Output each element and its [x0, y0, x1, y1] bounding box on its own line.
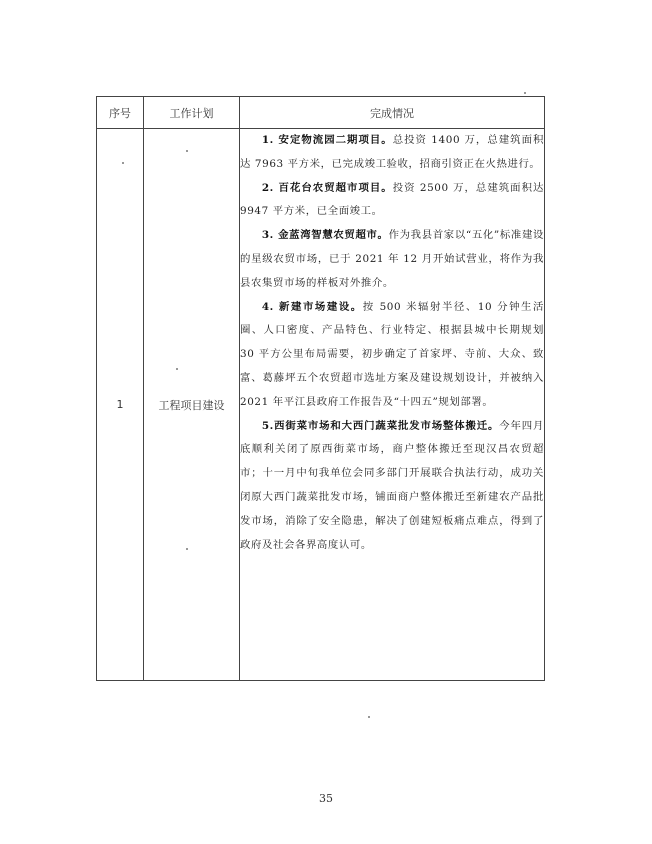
item-title: 5.西街菜市场和大西门蔬菜批发市场整体搬迁。	[261, 419, 500, 432]
work-plan-table	[96, 96, 545, 681]
item-text: 总投资 1400 万，总建筑面积达 7963 平方米，已完成竣工验收，招商引资正在火热进行。	[240, 134, 544, 170]
header-status: 完成情况	[240, 97, 545, 129]
scan-speck	[186, 548, 188, 550]
table-header-row	[97, 97, 545, 129]
scan-speck	[176, 368, 178, 370]
scan-speck	[368, 716, 370, 718]
scan-speck	[122, 162, 124, 164]
list-item	[240, 415, 544, 558]
item-text: 作为我县首家以“五化”标准建设的星级农贸市场，已于 2021 年 12 月开始试营业，将作为我县农集贸市场的样板对外推介。	[240, 229, 545, 289]
item-title: 2. 百花台农贸超市项目。	[261, 181, 393, 194]
scan-speck	[186, 150, 188, 152]
item-text: 今年四月底顺利关闭了原西街菜市场，商户整体搬迁至现汉昌农贸超市；十一月中旬我单位会同多部门开展联合执法行动，成功关闭原大西门蔬菜批发市场，铺面商户整体搬迁至新建农产品批发市场，消除了安全隐患，解决了创建短板痛点难点，得到了政府及社会各界高度认可。	[240, 419, 545, 551]
scan-speck	[524, 92, 526, 94]
row-status	[240, 129, 545, 681]
item-title: 4. 新建市场建设。	[261, 300, 363, 313]
item-text: 投资 2500 万，总建筑面积达 9947 平方米，已全面竣工。	[240, 181, 544, 218]
item-title: 3. 金蓝湾智慧农贸超市。	[261, 229, 389, 242]
list-item	[240, 224, 544, 295]
header-plan: 工作计划	[144, 97, 240, 129]
list-item	[240, 129, 544, 177]
list-item	[240, 177, 544, 225]
table-row	[97, 129, 545, 681]
header-index: 序号	[97, 97, 144, 129]
item-text: 按 500 米辐射半径、10 分钟生活圈、人口密度、产品特色、行业特定、根据县城中长期规划 30 平方公里布局需要，初步确定了首家坪、寺前、大众、致富、葛藤坪五个农贸超市选址方案及建设规划设计，并被纳入 2021 年平江县政府工作报告及“十四五”规划部署。	[240, 300, 544, 408]
list-item	[240, 296, 544, 415]
item-title: 1. 安定物流园二期项目。	[261, 134, 393, 146]
row-plan: 工程项目建设	[144, 129, 240, 681]
row-index: 1	[97, 129, 144, 681]
page-number: 35	[319, 792, 333, 805]
